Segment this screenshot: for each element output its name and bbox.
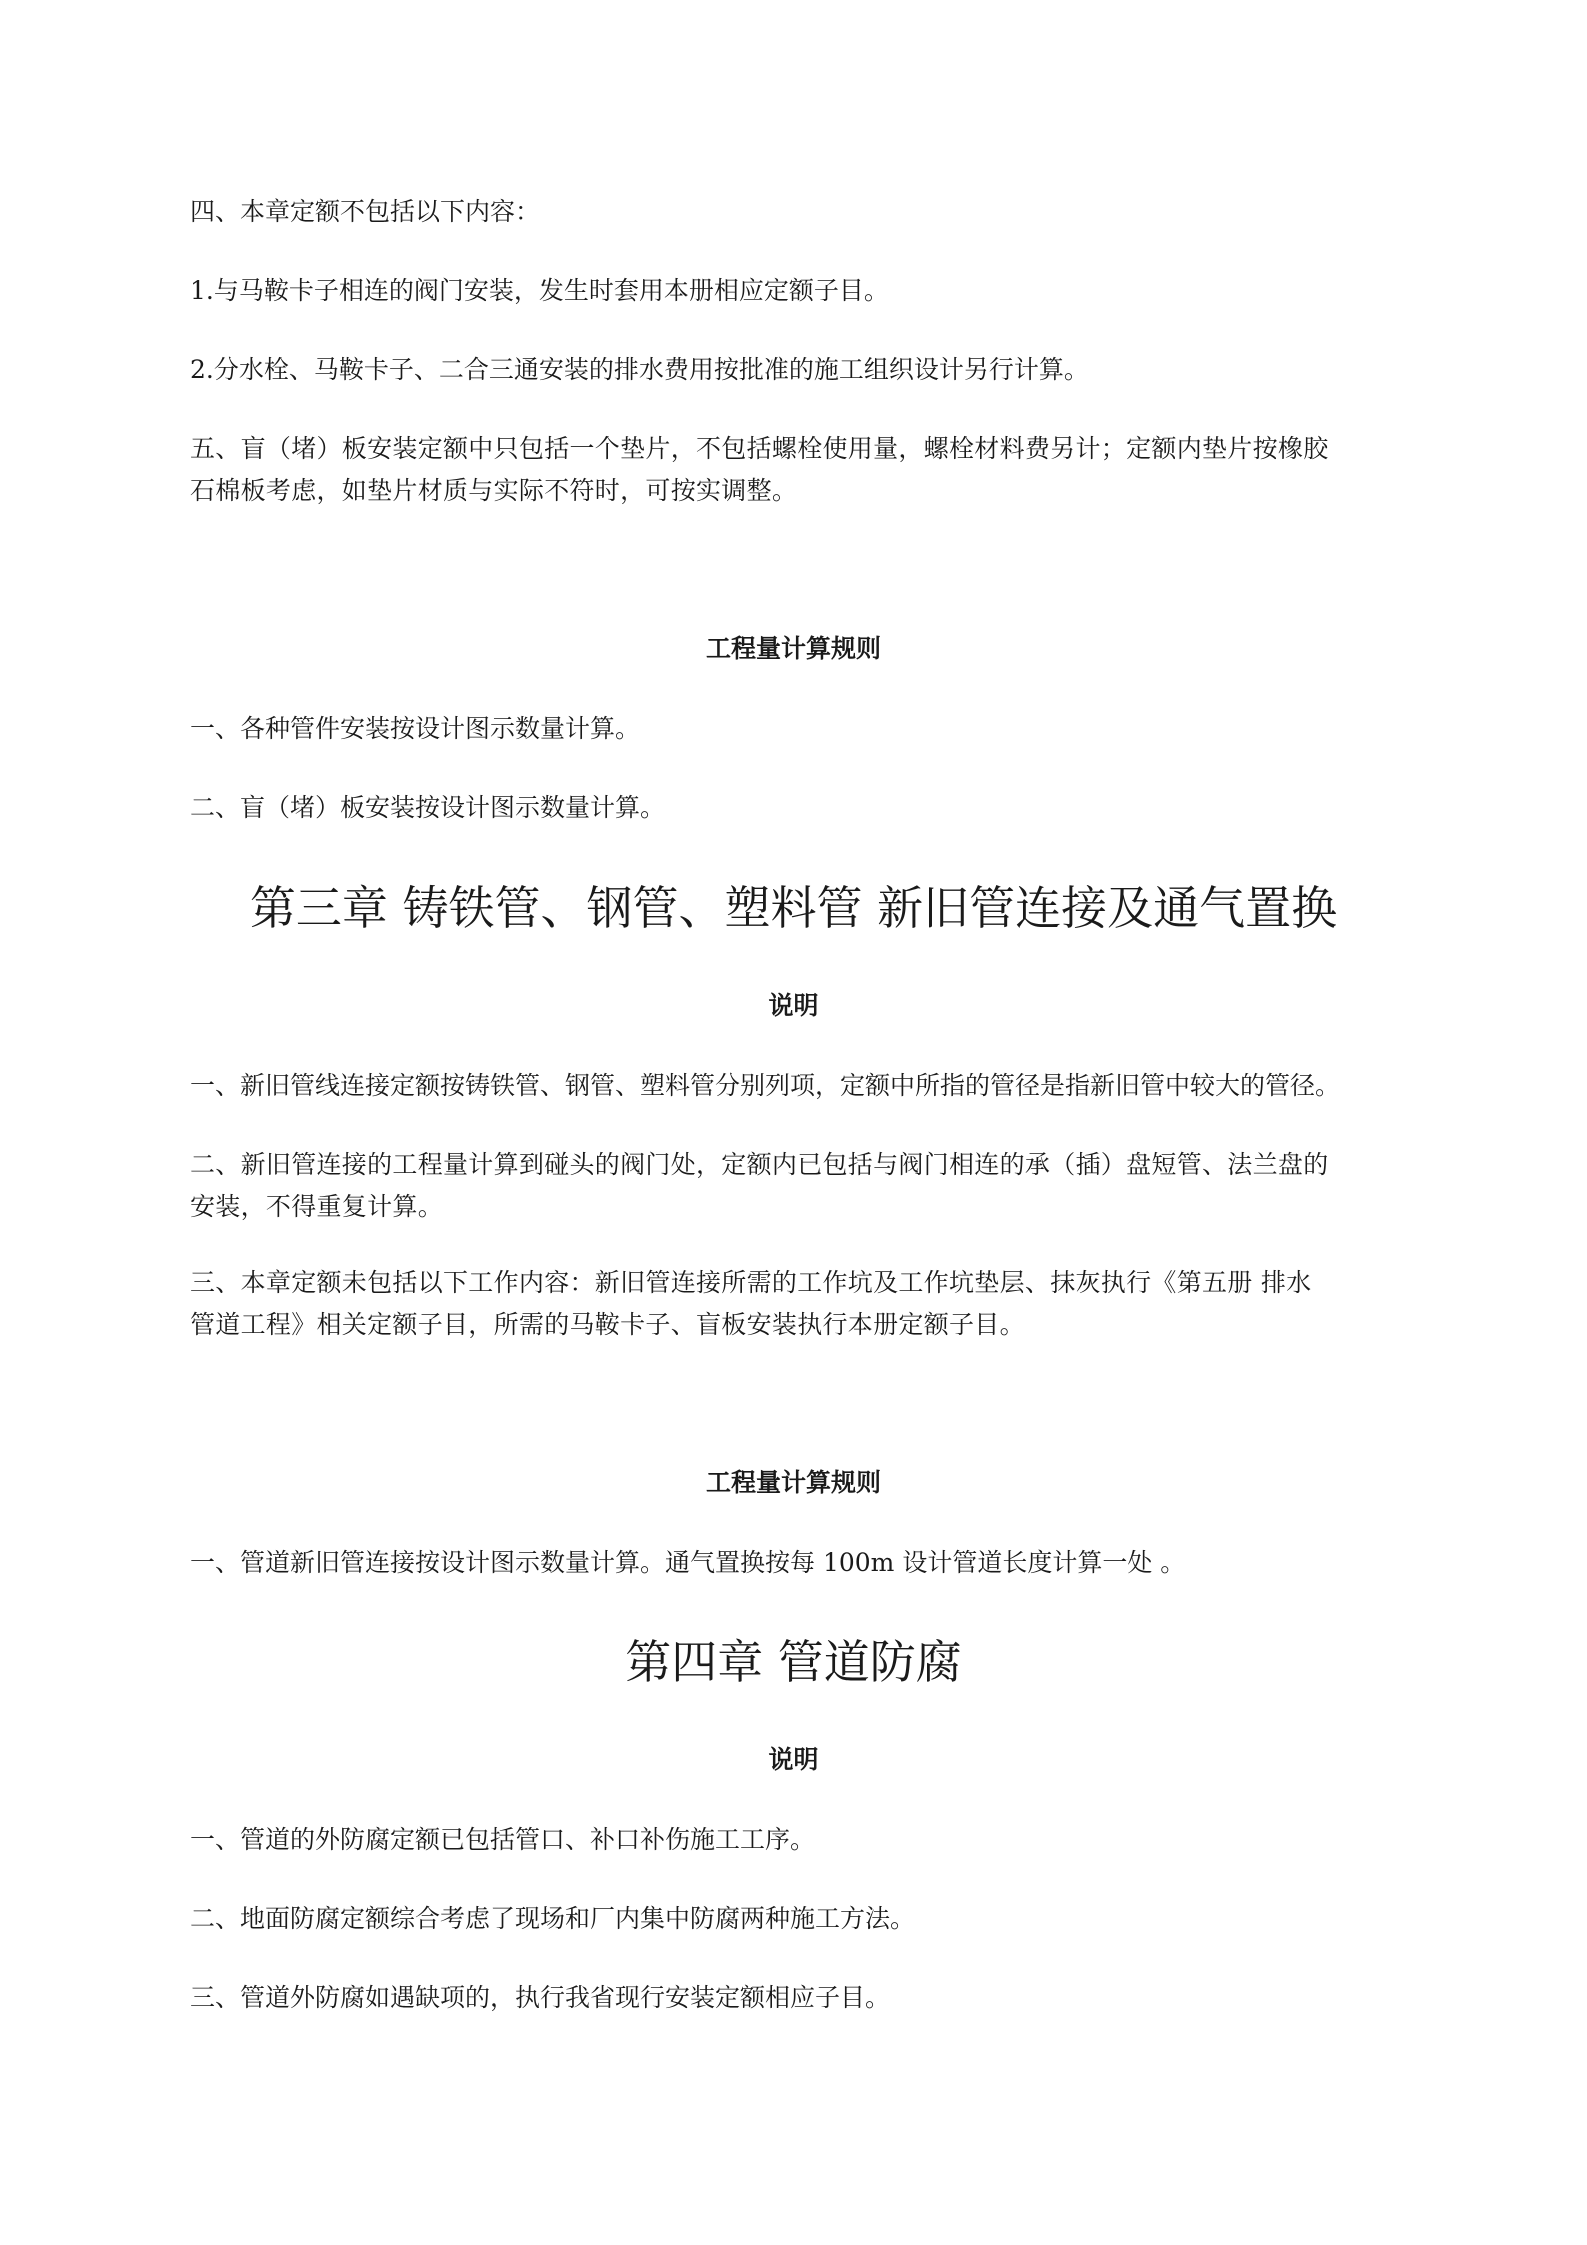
rules-item-1: 一、各种管件安装按设计图示数量计算。 bbox=[190, 714, 641, 743]
rules-item-2: 二、盲（堵）板安装按设计图示数量计算。 bbox=[190, 793, 666, 822]
chapter-4-paragraph-2: 二、地面防腐定额综合考虑了现场和厂内集中防腐两种施工方法。 bbox=[190, 1904, 916, 1933]
chapter-3-title: 第三章 铸铁管、钢管、塑料管 新旧管连接及通气置换 bbox=[249, 881, 1338, 935]
chapter-3-rules-heading: 工程量计算规则 bbox=[705, 1468, 881, 1497]
chapter-4-title: 第四章 管道防腐 bbox=[625, 1635, 962, 1689]
chapter-3-paragraph-2 bbox=[190, 1144, 1440, 1228]
paragraph-section-five-line1: 五、盲（堵）板安装定额中只包括一个垫片，不包括螺栓使用量，螺栓材料费另计；定额内垫片按橡胶 bbox=[190, 434, 1329, 463]
paragraph-section-five bbox=[190, 428, 1440, 512]
chapter-3-paragraph-2-line2: 安装，不得重复计算。 bbox=[190, 1192, 444, 1221]
paragraph-section-four: 四、本章定额不包括以下内容： bbox=[190, 197, 541, 226]
chapter-3-rules-item-1: 一、管道新旧管连接按设计图示数量计算。通气置换按每 100m 设计管道长度计算一处 。 bbox=[190, 1548, 1186, 1577]
chapter-4-paragraph-3: 三、管道外防腐如遇缺项的，执行我省现行安装定额相应子目。 bbox=[190, 1983, 891, 2012]
chapter-3-notes-heading: 说明 bbox=[768, 991, 819, 1020]
chapter-3-paragraph-2-line1: 二、新旧管连接的工程量计算到碰头的阀门处，定额内已包括与阀门相连的承（插）盘短管、法兰盘的 bbox=[190, 1150, 1329, 1179]
chapter-4-notes-heading: 说明 bbox=[768, 1745, 819, 1774]
paragraph-item-1: 1.与马鞍卡子相连的阀门安装，发生时套用本册相应定额子目。 bbox=[190, 276, 889, 305]
chapter-3-paragraph-3 bbox=[190, 1262, 1440, 1346]
paragraph-item-2: 2.分水栓、马鞍卡子、二合三通安装的排水费用按批准的施工组织设计另行计算。 bbox=[190, 355, 1089, 384]
chapter-3-paragraph-3-line1: 三、本章定额未包括以下工作内容：新旧管连接所需的工作坑及工作坑垫层、抹灰执行《第五册 排水 bbox=[190, 1268, 1312, 1297]
rules-heading: 工程量计算规则 bbox=[705, 634, 881, 663]
chapter-3-paragraph-1: 一、新旧管线连接定额按铸铁管、钢管、塑料管分别列项，定额中所指的管径是指新旧管中较大的管径。 bbox=[190, 1071, 1341, 1100]
chapter-4-paragraph-1: 一、管道的外防腐定额已包括管口、补口补伤施工工序。 bbox=[190, 1825, 816, 1854]
chapter-3-paragraph-3-line2: 管道工程》相关定额子目，所需的马鞍卡子、盲板安装执行本册定额子目。 bbox=[190, 1310, 1025, 1339]
paragraph-section-five-line2: 石棉板考虑，如垫片材质与实际不符时，可按实调整。 bbox=[190, 476, 798, 505]
